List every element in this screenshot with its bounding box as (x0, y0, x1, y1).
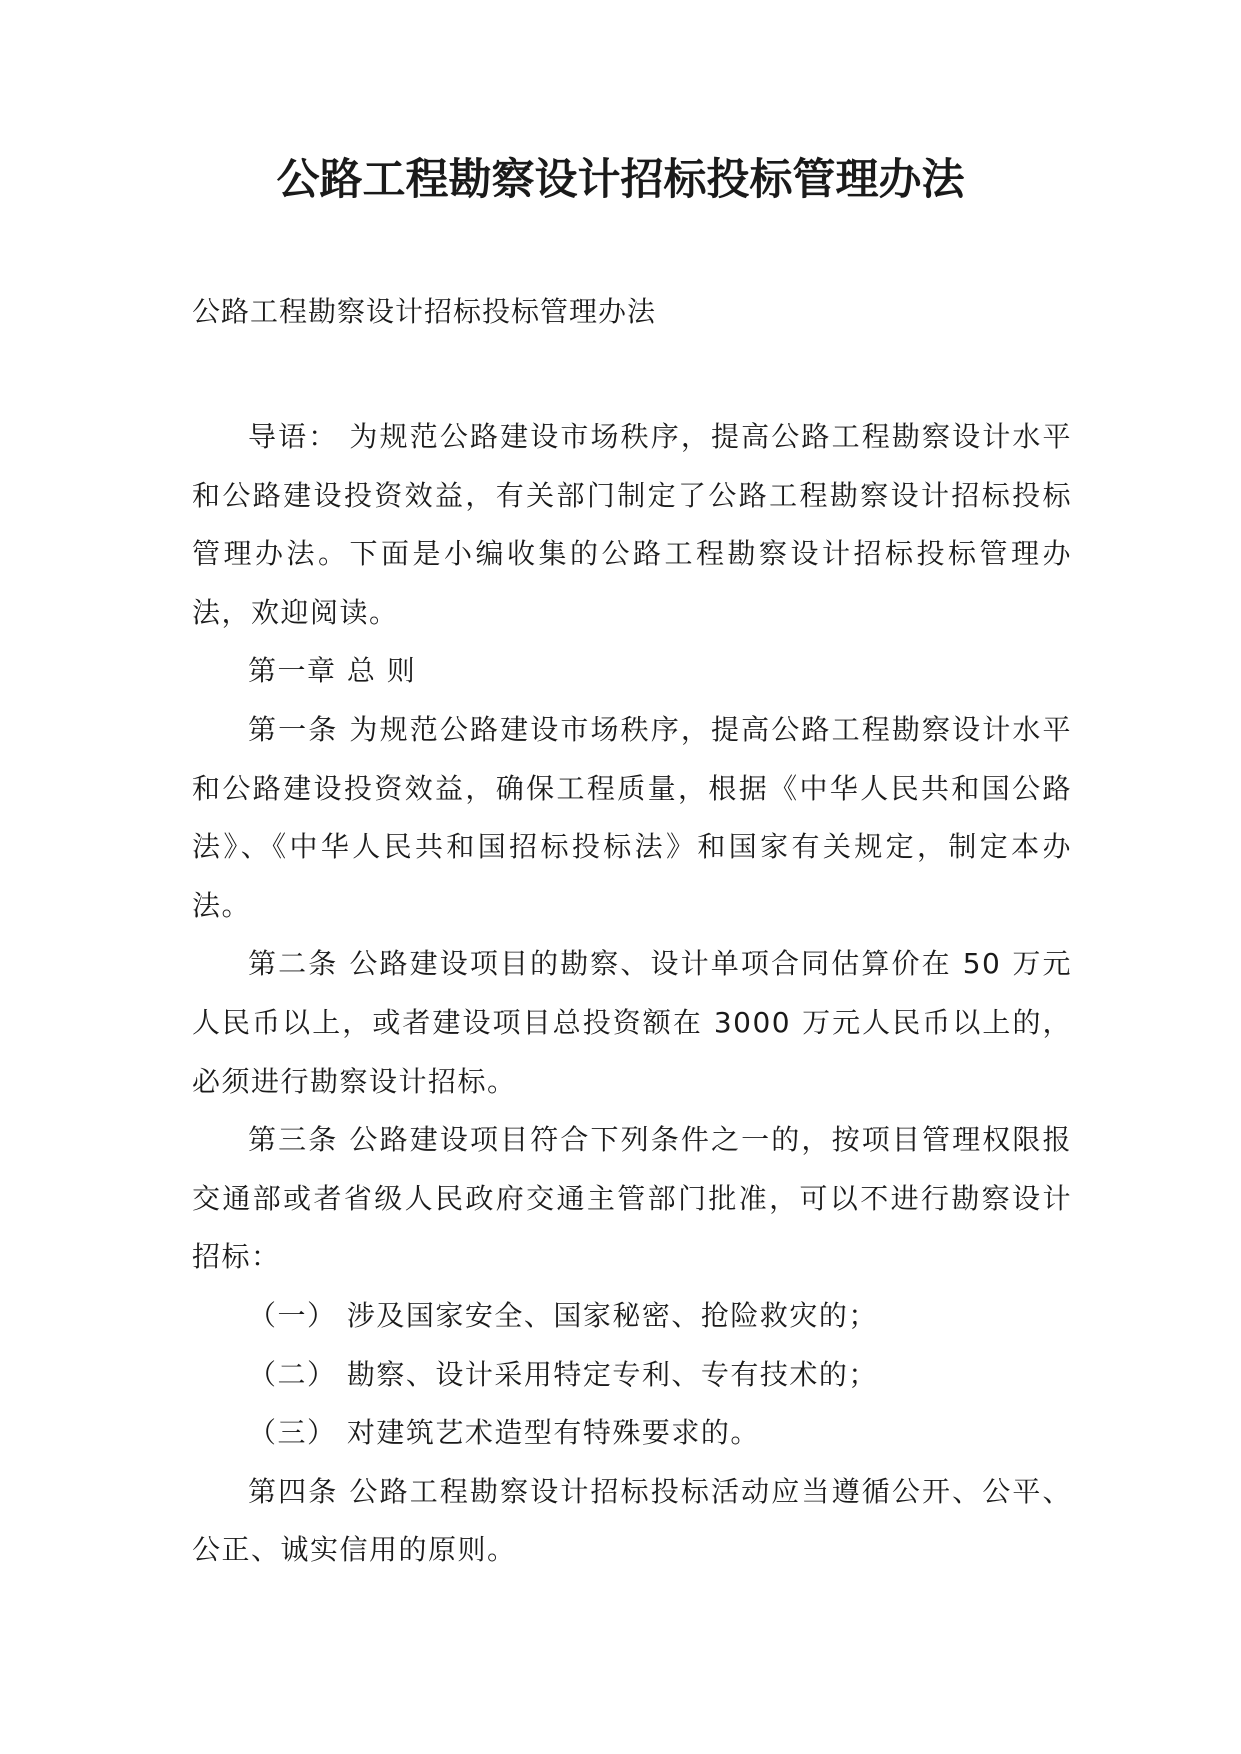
article-3-item-3: （三） 对建筑艺术造型有特殊要求的。 (248, 1416, 760, 1450)
article-3: 第三条 公路建设项目符合下列条件之一的，按项目管理权限报交通部或者省级人民政府交通主管部门批准，可以不进行勘察设计招标： (192, 1123, 1072, 1274)
paragraph-intro: 导语： 为规范公路建设市场秩序，提高公路工程勘察设计水平和公路建设投资效益，有关部门制定了公路工程勘察设计招标投标管理办法。下面是小编收集的公路工程勘察设计招标投标管理办法，欢迎阅读。 (192, 420, 1072, 629)
article-2: 第二条 公路建设项目的勘察、设计单项合同估算价在 50 万元人民币以上，或者建设项目总投资额在 3000 万元人民币以上的，必须进行勘察设计招标。 (192, 947, 1072, 1098)
article-4: 第四条 公路工程勘察设计招标投标活动应当遵循公开、公平、公正、诚实信用的原则。 (192, 1474, 1072, 1567)
article-1: 第一条 为规范公路建设市场秩序，提高公路工程勘察设计水平和公路建设投资效益，确保工程质量，根据《中华人民共和国公路法》、《中华人民共和国招标投标法》和国家有关规定，制定本办法。 (192, 712, 1072, 922)
article-3-item-1: （一） 涉及国家安全、国家秘密、抢险救灾的； (248, 1298, 878, 1332)
document-subtitle: 公路工程勘察设计招标投标管理办法 (192, 295, 657, 328)
document-title: 公路工程勘察设计招标投标管理办法 (276, 155, 965, 205)
chapter-heading: 第一章 总 则 (248, 654, 417, 688)
document-body (192, 408, 1072, 1580)
article-3-item-2: （二） 勘察、设计采用特定专利、专有技术的； (248, 1357, 878, 1391)
